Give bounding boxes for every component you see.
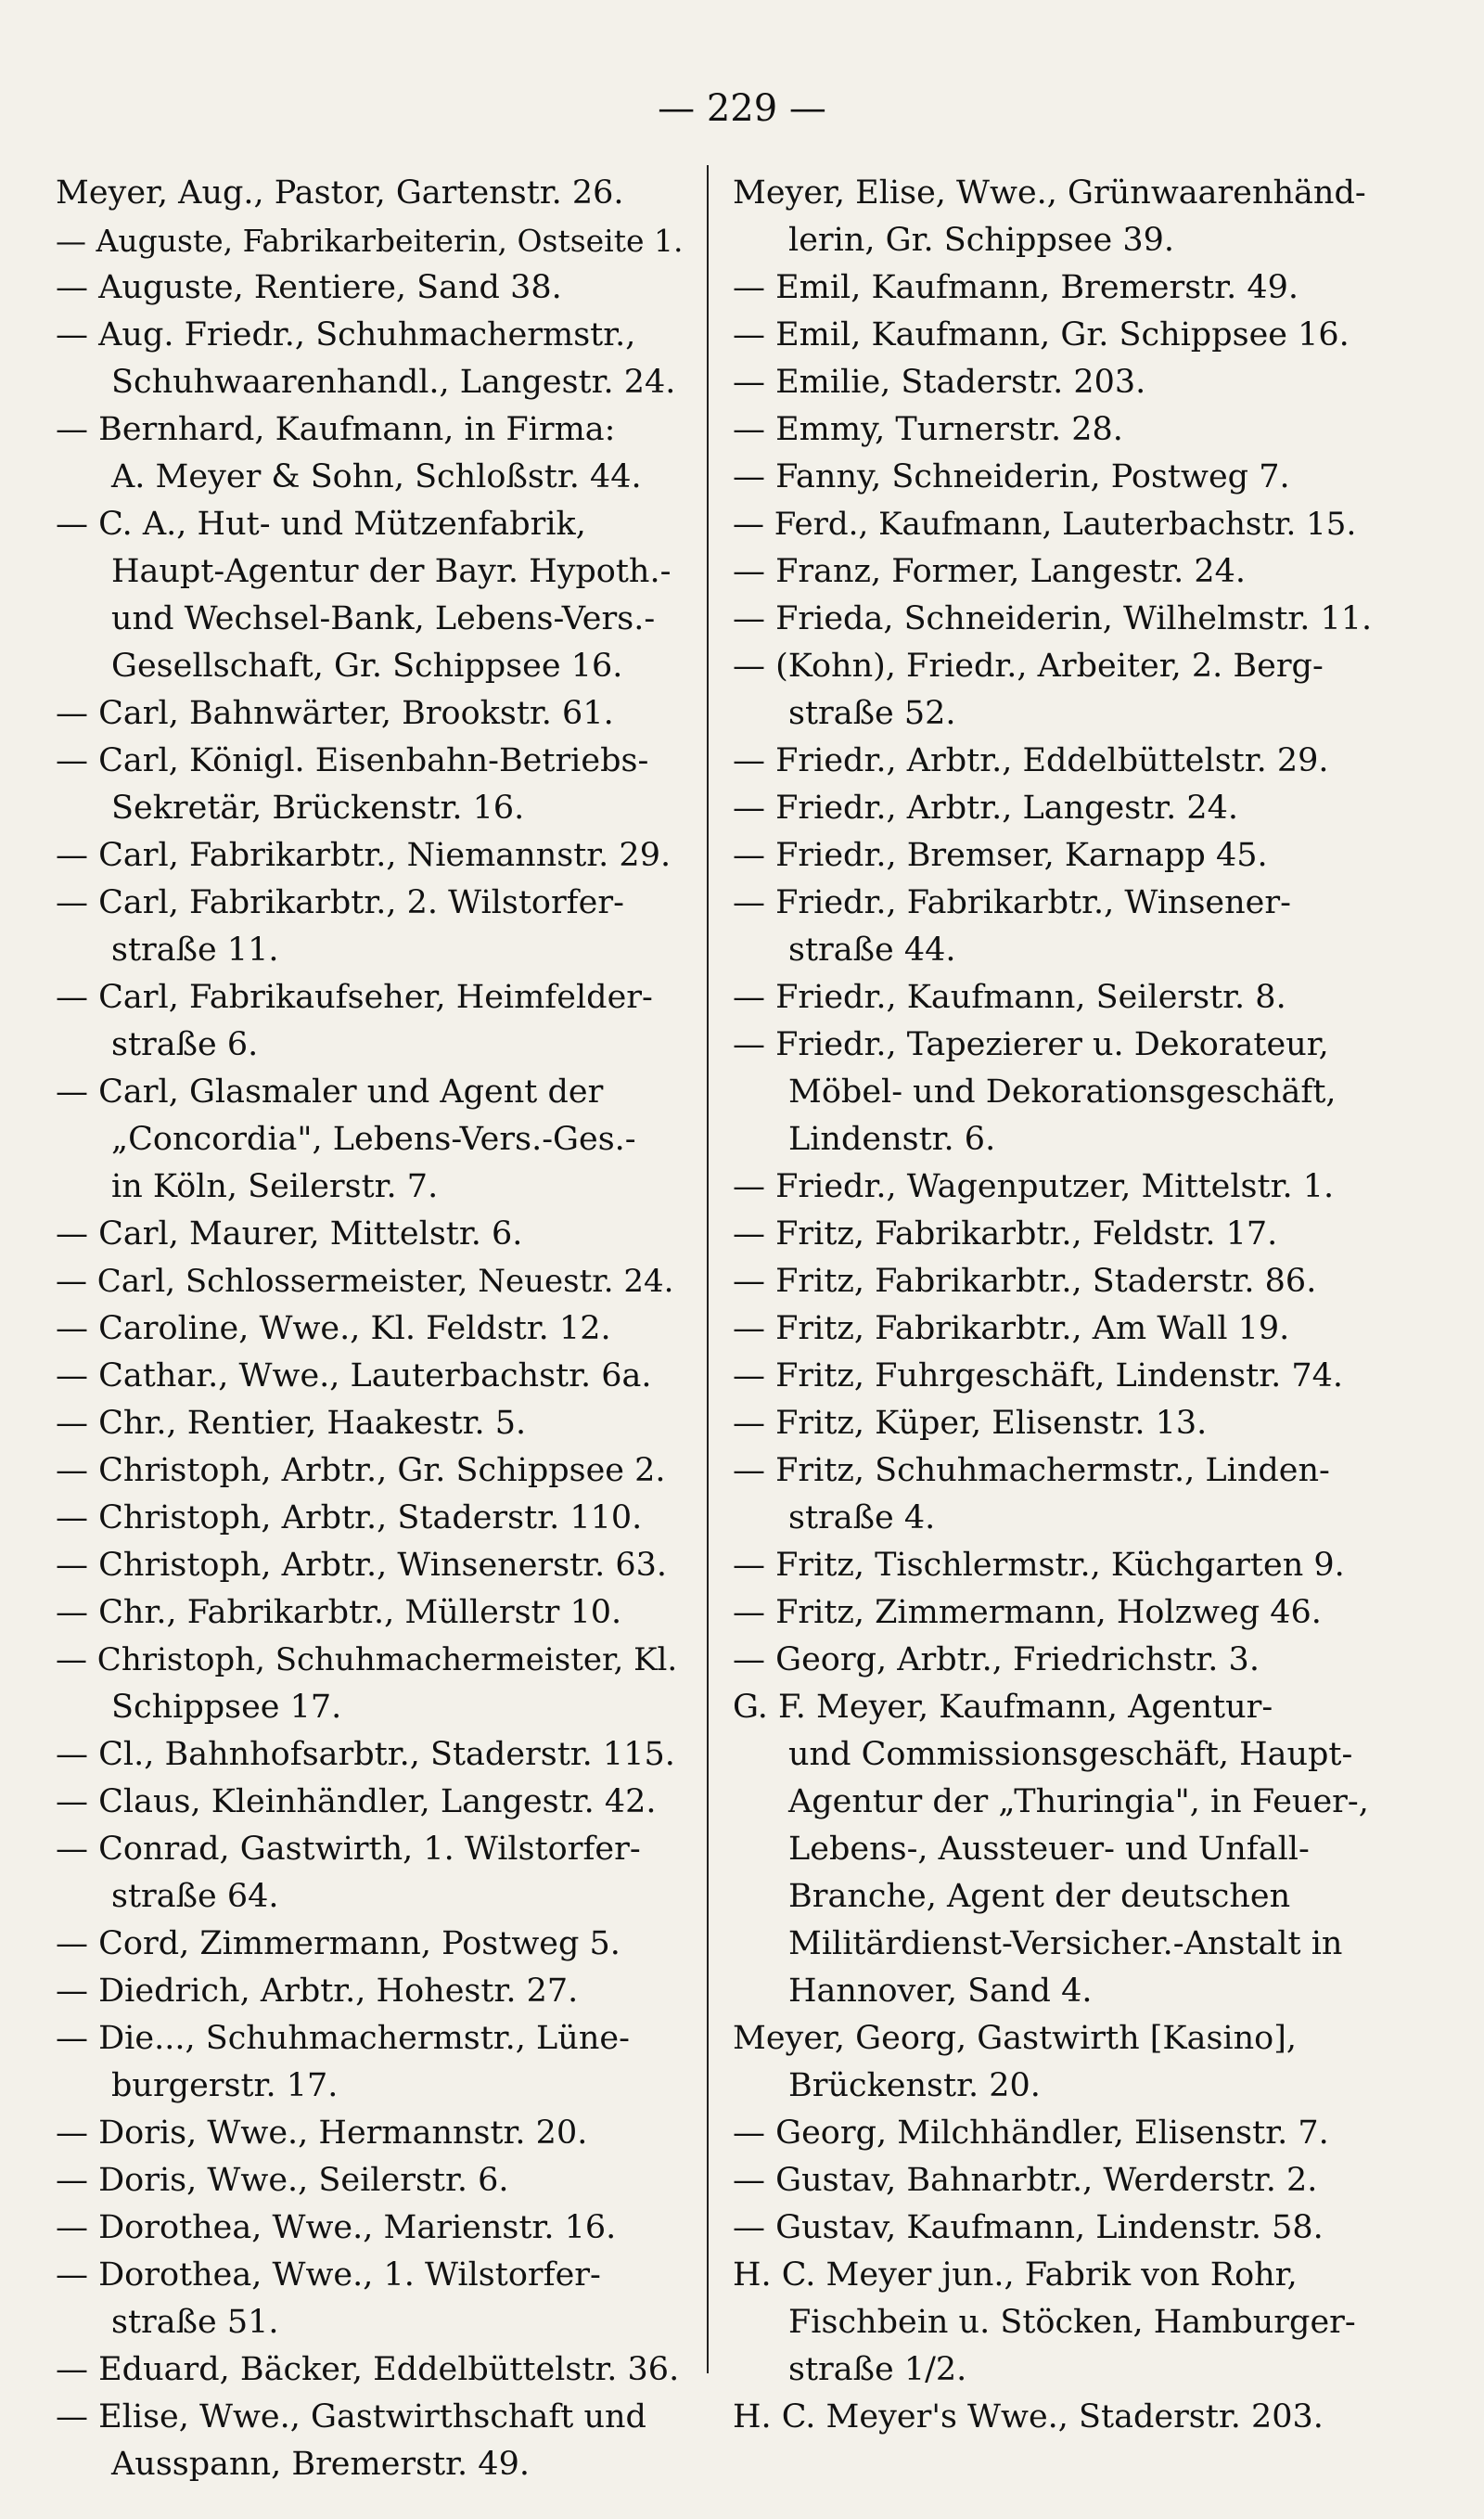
directory-entry-line: — Fritz, Fabrikarbtr., Am Wall 19. — [733, 1310, 1290, 1347]
directory-entry-line: H. C. Meyer jun., Fabrik von Rohr, — [733, 2256, 1298, 2294]
directory-entry-line: — Carl, Königl. Eisenbahn-Betriebs- — [56, 742, 649, 779]
directory-entry-line: — Cathar., Wwe., Lauterbachstr. 6a. — [56, 1357, 652, 1394]
directory-entry-line: — Emilie, Staderstr. 203. — [733, 364, 1146, 401]
directory-entry-line: A. Meyer & Sohn, Schloßstr. 44. — [111, 458, 642, 495]
directory-entry-line: — Carl, Fabrikarbtr., Niemannstr. 29. — [56, 837, 672, 874]
directory-entry-line: — Carl, Schlossermeister, Neuestr. 24. — [56, 1263, 674, 1300]
directory-entry-line: Ausspann, Bremerstr. 49. — [111, 2446, 530, 2483]
directory-entry-line: — Christoph, Arbtr., Gr. Schippsee 2. — [56, 1452, 666, 1489]
directory-entry-line: straße 11. — [111, 932, 279, 969]
directory-entry-line: Möbel- und Dekorationsgeschäft, — [788, 1073, 1337, 1111]
directory-entry-line: straße 1/2. — [788, 2351, 967, 2388]
directory-entry-line: burgerstr. 17. — [111, 2067, 339, 2104]
directory-entry-line: — Friedr., Bremser, Karnapp 45. — [733, 837, 1268, 874]
directory-entry-line: Gesellschaft, Gr. Schippsee 16. — [111, 648, 623, 685]
directory-entry-line: — Emil, Kaufmann, Bremerstr. 49. — [733, 269, 1299, 306]
directory-entry-line: Militärdienst-Versicher.-Anstalt in — [788, 1925, 1343, 1962]
directory-entry-line: in Köln, Seilerstr. 7. — [111, 1168, 439, 1205]
directory-entry-line: Meyer, Elise, Wwe., Grünwaarenhänd- — [733, 174, 1366, 212]
directory-entry-line: — Friedr., Wagenputzer, Mittelstr. 1. — [733, 1168, 1335, 1205]
directory-entry-line: — Frieda, Schneiderin, Wilhelmstr. 11. — [733, 600, 1373, 637]
directory-entry-line: — Die..., Schuhmachermstr., Lüne- — [56, 2020, 630, 2057]
directory-entry-line: — Friedr., Kaufmann, Seilerstr. 8. — [733, 979, 1286, 1016]
directory-entry-line: — Eduard, Bäcker, Eddelbüttelstr. 36. — [56, 2351, 680, 2388]
page-number: — 229 — — [658, 87, 826, 130]
directory-entry-line: — Claus, Kleinhändler, Langestr. 42. — [56, 1783, 657, 1820]
directory-entry-line: — Doris, Wwe., Hermannstr. 20. — [56, 2114, 588, 2152]
directory-entry-line: — Fritz, Schuhmachermstr., Linden- — [733, 1452, 1330, 1489]
directory-entry-line: — Chr., Rentier, Haakestr. 5. — [56, 1405, 527, 1442]
directory-entry-line: — Georg, Arbtr., Friedrichstr. 3. — [733, 1641, 1260, 1678]
directory-entry-line: — Fritz, Fuhrgeschäft, Lindenstr. 74. — [733, 1357, 1344, 1394]
directory-entry-line: und Commissionsgeschäft, Haupt- — [788, 1736, 1353, 1773]
directory-entry-line: — Doris, Wwe., Seilerstr. 6. — [56, 2162, 509, 2199]
right-column — [733, 170, 1373, 2441]
directory-entry-line: G. F. Meyer, Kaufmann, Agentur- — [733, 1689, 1273, 1726]
directory-entry-line: — Auguste, Fabrikarbeiterin, Ostseite 1. — [56, 223, 684, 259]
directory-entry-line: — Friedr., Tapezierer u. Dekorateur, — [733, 1026, 1329, 1063]
directory-entry-line: — Fanny, Schneiderin, Postweg 7. — [733, 458, 1290, 495]
directory-entry-line: — Carl, Bahnwärter, Brookstr. 61. — [56, 695, 614, 732]
directory-entry-line: Fischbein u. Stöcken, Hamburger- — [788, 2304, 1356, 2341]
directory-entry-line: — Christoph, Arbtr., Winsenerstr. 63. — [56, 1547, 667, 1584]
directory-entry-line: — C. A., Hut- und Mützenfabrik, — [56, 506, 586, 543]
directory-entry-line: — Ferd., Kaufmann, Lauterbachstr. 15. — [733, 506, 1357, 543]
directory-entry-line: — Cord, Zimmermann, Postweg 5. — [56, 1925, 620, 1962]
directory-entry-line: Branche, Agent der deutschen — [788, 1878, 1291, 1915]
directory-entry-line: — Elise, Wwe., Gastwirthschaft und — [56, 2398, 646, 2435]
directory-entry-line: — Carl, Fabrikarbtr., 2. Wilstorfer- — [56, 884, 624, 921]
directory-entry-line: — Franz, Former, Langestr. 24. — [733, 553, 1247, 590]
directory-entry-line: Sekretär, Brückenstr. 16. — [111, 790, 525, 827]
column-divider — [707, 165, 709, 2373]
directory-entry-line: — Friedr., Arbtr., Langestr. 24. — [733, 790, 1239, 827]
directory-entry-line: „Concordia", Lebens-Vers.-Ges.- — [111, 1121, 636, 1158]
directory-entry-line: — Fritz, Fabrikarbtr., Feldstr. 17. — [733, 1215, 1278, 1253]
directory-entry-line: — Dorothea, Wwe., Marienstr. 16. — [56, 2209, 617, 2246]
left-column — [56, 170, 686, 2488]
directory-entry-line: Lebens-, Aussteuer- und Unfall- — [788, 1831, 1310, 1868]
directory-entry-line: — Bernhard, Kaufmann, in Firma: — [56, 411, 616, 448]
directory-entry-line: — Friedr., Arbtr., Eddelbüttelstr. 29. — [733, 742, 1329, 779]
directory-entry-line: H. C. Meyer's Wwe., Staderstr. 203. — [733, 2398, 1324, 2435]
directory-entry-line: straße 44. — [788, 932, 956, 969]
directory-entry-line: straße 6. — [111, 1026, 259, 1063]
directory-entry-line: Agentur der „Thuringia", in Feuer-, — [788, 1783, 1369, 1820]
directory-entry-line: — Carl, Fabrikaufseher, Heimfelder- — [56, 979, 653, 1016]
directory-entry-line: — Chr., Fabrikarbtr., Müllerstr 10. — [56, 1594, 622, 1631]
directory-entry-line: — Dorothea, Wwe., 1. Wilstorfer- — [56, 2256, 601, 2294]
directory-entry-line: Meyer, Georg, Gastwirth [Kasino], — [733, 2020, 1297, 2057]
directory-entry-line: — Georg, Milchhändler, Elisenstr. 7. — [733, 2114, 1329, 2152]
directory-entry-line: — Christoph, Schuhmachermeister, Kl. — [56, 1641, 678, 1678]
directory-entry-line: lerin, Gr. Schippsee 39. — [788, 222, 1175, 259]
directory-entry-line: — Conrad, Gastwirth, 1. Wilstorfer- — [56, 1831, 641, 1868]
directory-entry-line: — Friedr., Fabrikarbtr., Winsener- — [733, 884, 1291, 921]
directory-entry-line: — Aug. Friedr., Schuhmachermstr., — [56, 316, 636, 353]
directory-entry-line: straße 64. — [111, 1878, 279, 1915]
directory-entry-line: straße 51. — [111, 2304, 279, 2341]
directory-entry-line: — Christoph, Arbtr., Staderstr. 110. — [56, 1499, 643, 1536]
directory-entry-line: — Fritz, Fabrikarbtr., Staderstr. 86. — [733, 1263, 1317, 1300]
directory-entry-line: — Cl., Bahnhofsarbtr., Staderstr. 115. — [56, 1736, 675, 1773]
directory-entry-line: straße 4. — [788, 1499, 936, 1536]
directory-entry-line: und Wechsel-Bank, Lebens-Vers.- — [111, 600, 656, 637]
directory-entry-line: Meyer, Aug., Pastor, Gartenstr. 26. — [56, 174, 624, 212]
directory-entry-line: — Fritz, Tischlermstr., Küchgarten 9. — [733, 1547, 1345, 1584]
directory-entry-line: — Diedrich, Arbtr., Hohestr. 27. — [56, 1973, 579, 2010]
directory-entry-line: Schuhwaarenhandl., Langestr. 24. — [111, 364, 676, 401]
directory-entry-line: straße 52. — [788, 695, 956, 732]
directory-entry-line: — Gustav, Kaufmann, Lindenstr. 58. — [733, 2209, 1324, 2246]
directory-entry-line: — Emmy, Turnerstr. 28. — [733, 411, 1123, 448]
directory-entry-line: — Fritz, Zimmermann, Holzweg 46. — [733, 1594, 1322, 1631]
directory-entry-line: Haupt-Agentur der Bayr. Hypoth.- — [111, 553, 672, 590]
directory-entry-line: — Auguste, Rentiere, Sand 38. — [56, 269, 562, 306]
directory-entry-line: Lindenstr. 6. — [788, 1121, 996, 1158]
directory-entry-line: — Carl, Maurer, Mittelstr. 6. — [56, 1215, 523, 1253]
directory-entry-line: — Gustav, Bahnarbtr., Werderstr. 2. — [733, 2162, 1318, 2199]
directory-entry-line: Schippsee 17. — [111, 1689, 342, 1726]
directory-entry-line: Brückenstr. 20. — [788, 2067, 1041, 2104]
directory-entry-line: Hannover, Sand 4. — [788, 1973, 1093, 2010]
directory-entry-line: — (Kohn), Friedr., Arbeiter, 2. Berg- — [733, 648, 1324, 685]
directory-entry-line: — Emil, Kaufmann, Gr. Schippsee 16. — [733, 316, 1350, 353]
directory-entry-line: — Caroline, Wwe., Kl. Feldstr. 12. — [56, 1310, 611, 1347]
directory-entry-line: — Carl, Glasmaler und Agent der — [56, 1073, 604, 1111]
directory-entry-line: — Fritz, Küper, Elisenstr. 13. — [733, 1405, 1208, 1442]
